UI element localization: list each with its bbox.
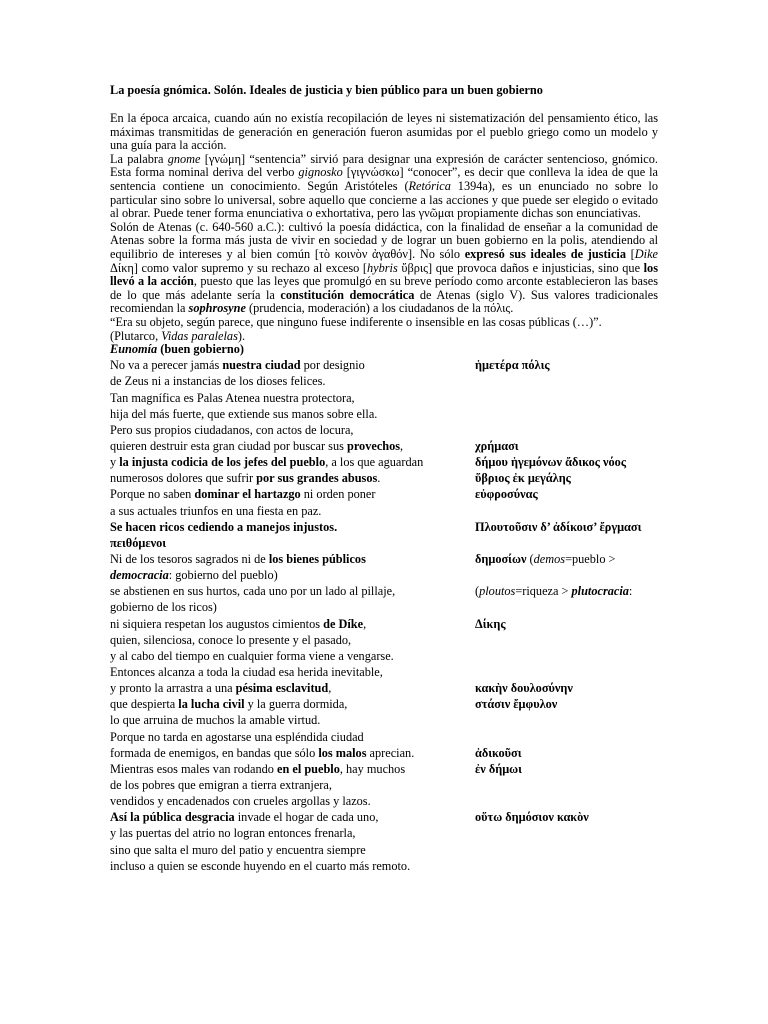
poem-eunomia [110, 359, 658, 876]
poem-line: Entonces alcanza a toda la ciudad esa herida inevitable, [110, 664, 383, 679]
poem-line: Tan magnífica es Palas Atenea nuestra protectora, [110, 390, 355, 405]
term-dike: Dike [634, 247, 658, 262]
paragraph-gnome: La palabra gnome [γνώμη] “sentencia” sirvió para designar una expresión de carácter sentencioso, gnómico. Esta forma nominal deriva del verbo gignosko [γιγνώσκω] “conocer”, es decir que conlleva la idea de que la sentencia contiene un conocimiento. Según Aristóteles (Retórica 1394a), es un enunciado no sobre lo particular sino sobre lo universal, sobre aquello que concierne a las acciones y que puede ser elegido o evitado al obrar. Puede tener forma enunciativa o exhortativa, pero las γνῶμαι propiamente dichas son enunciativas. [110, 151, 658, 221]
poem-line: gobierno de los ricos) [110, 600, 217, 615]
greek-gloss: δημοσίων (demos=pueblo > [475, 551, 616, 566]
greek-gloss: εὐφροσύνας [475, 487, 538, 502]
poem-line: de los pobres que emigran a tierra extranjera, [110, 777, 332, 792]
poem-line: que despierta la lucha civil y la guerra dormida, στάσιν ἔμφυλον [110, 698, 658, 714]
term-hybris: hybris [367, 260, 398, 275]
poem-heading: Eunomía (buen gobierno) [110, 342, 244, 357]
greek-gloss: ἡμετέρα πόλις [475, 358, 550, 373]
poem-line: hija del más fuerte, que extiende sus manos sobre ella. [110, 406, 378, 421]
paragraph-intro: En la época arcaica, cuando aún no existía recopilación de leyes ni sistematización del pensamiento ético, las máximas transmitidas de generación en generación fueron asumidas por el pueblo griego como un modelo y una guía para la acción. [110, 111, 658, 153]
greek-gloss: στάσιν ἔμφυλον [475, 697, 558, 712]
quote-plutarco: “Era su objeto, según parece, que ninguno fuese indiferente o insensible en las cosas públicas (…)”. [110, 315, 602, 329]
poem-line: πειθόμενοι [110, 535, 167, 550]
greek-gloss: (ploutos=riqueza > plutocracia: [475, 584, 633, 599]
term-retorica: Retórica [408, 179, 451, 194]
poem-line: Se hacen ricos cediendo a manejos injustos. Πλουτοῦσιν δ’ ἀδίκοισ’ ἔργμασι [110, 521, 658, 537]
poem-line: democracia: gobierno del pueblo) [110, 568, 278, 583]
paragraph-solon: Solón de Atenas (c. 640-560 a.C.): cultivó la poesía didáctica, con la finalidad de enseñar a la comunidad de Atenas sobre la forma más justa de vivir en sociedad y de lograr un buen gobierno en la polis, atendiendo al equilibrio de intereses y al bien común [τὸ κοινὸν ἀγαθόν]. No sólo expresó sus ideales de justicia [Dike Δίκη] como valor supremo y su rechazo al exceso [hybris ὕβρις] que provoca daños e injusticias, sino que los llevó a la acción, puesto que las leyes que promulgó en su breve período como arconte establecieron las bases de lo que más adelante sería la constitución democrática de Atenas (siglo V). Sus valores tradicionales recomiendan la sophrosyne (prudencia, moderación) a los ciudadanos de la πόλις. [110, 219, 659, 316]
poem-line: Mientras esos males van rodando en el pueblo, hay muchos ἐν δήμωι [110, 763, 658, 779]
emphasis-expreso: expresó sus ideales de justicia [464, 247, 626, 262]
greek-gloss: ἐν δήμωι [475, 761, 522, 776]
greek-gloss: οὕτω δημόσιον κακὸν [475, 810, 589, 825]
term-gnome: gnome [167, 151, 201, 166]
poem-line: Así la pública desgracia invade el hogar de cada uno, οὕτω δημόσιον κακὸν [110, 811, 658, 827]
poem-line: quieren destruir esta gran ciudad por buscar sus provechos, χρήμασι [110, 440, 658, 456]
greek-gloss: Πλουτοῦσιν δ’ ἀδίκοισ’ ἔργμασι [475, 519, 642, 534]
document-page [110, 84, 658, 876]
poem-line: a sus actuales triunfos en una fiesta en paz. [110, 503, 322, 518]
poem-line: Porque no tarda en agostarse una espléndida ciudad [110, 729, 364, 744]
poem-line: sino que salta el muro del patio y encuentra siempre [110, 842, 366, 857]
document-title: La poesía gnómica. Solón. Ideales de justicia y bien público para un buen gobierno [110, 83, 543, 97]
poem-line: y al cabo del tiempo en cualquier forma viene a vengarse. [110, 648, 394, 663]
poem-line: numerosos dolores que sufrir por sus grandes abusos. ὕβριος ἐκ μεγάλης [110, 472, 658, 488]
poem-line: Ni de los tesoros sagrados ni de los bienes públicos δημοσίων (demos=pueblo > [110, 553, 658, 569]
poem-line: Porque no saben dominar el hartazgo ni orden poner εὐφροσύνας [110, 488, 658, 504]
poem-line: y la injusta codicia de los jefes del pueblo, a los que aguardan δήμου ἡγεμόνων ἄδικος νόος [110, 456, 658, 472]
term-gignosko: gignosko [298, 165, 343, 180]
poem-line: vendidos y encadenados con crueles argollas y lazos. [110, 794, 371, 809]
poem-line: de Zeus ni a instancias de los dioses felices. [110, 374, 326, 389]
greek-gloss: ὕβριος ἐκ μεγάλης [475, 471, 571, 486]
poem-line: se abstienen en sus hurtos, cada uno por un lado al pillaje, (ploutos=riqueza > plutocracia: [110, 585, 658, 601]
poem-line: Pero sus propios ciudadanos, con actos de locura, [110, 422, 354, 437]
poem-line: y las puertas del atrio no logran entonces frenarla, [110, 826, 356, 841]
book-title: Vidas paralelas [161, 328, 238, 343]
greek-gloss: χρήμασι [475, 438, 519, 453]
quote-source: (Plutarco, Vidas paralelas). [110, 328, 246, 343]
poem-line: y pronto la arrastra a una pésima esclavitud, κακὴν δουλοσύνην [110, 682, 658, 698]
emphasis-constitucion: constitución democrática [280, 287, 415, 302]
poem-line: quien, silenciosa, conoce lo presente y el pasado, [110, 632, 352, 647]
greek-gloss: δήμου ἡγεμόνων ἄδικος νόος [475, 455, 627, 470]
poem-line: incluso a quien se esconde huyendo en el cuarto más remoto. [110, 858, 411, 873]
poem-line: lo que arruina de muchos la amable virtud. [110, 713, 321, 728]
emphasis-llevo: los llevó a la acción [110, 260, 658, 289]
term-sophrosyne: sophrosyne [188, 301, 246, 316]
poem-line: No va a perecer jamás nuestra ciudad por designio ἡμετέρα πόλις [110, 359, 658, 375]
greek-gloss: κακὴν δουλοσύνην [475, 681, 573, 696]
poem-line: ni siquiera respetan los augustos cimientos de Díke, Δίκης [110, 618, 658, 634]
poem-line: formada de enemigos, en bandas que sólo los malos aprecian. ἀδικοῦσι [110, 747, 658, 763]
greek-gloss: ἀδικοῦσι [475, 745, 522, 760]
greek-gloss: Δίκης [475, 616, 506, 631]
